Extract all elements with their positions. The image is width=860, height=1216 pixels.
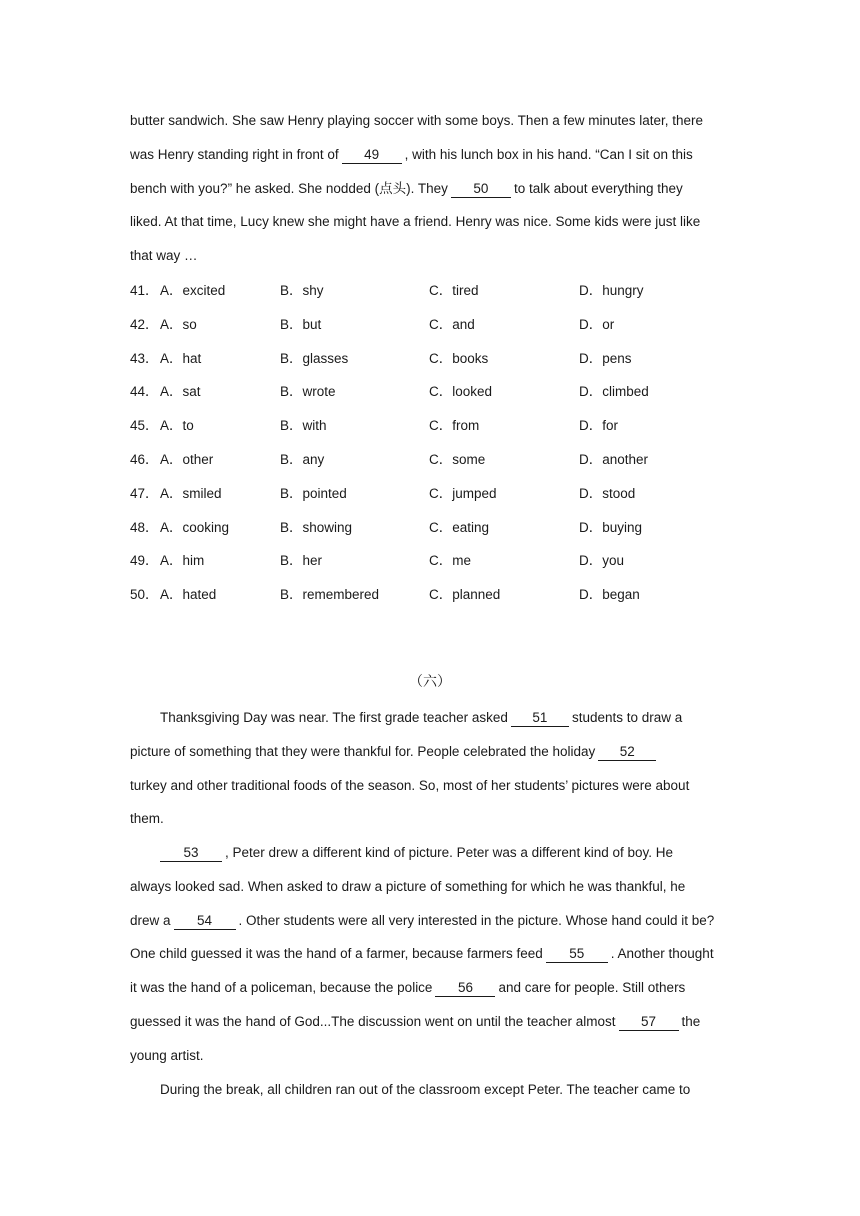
option-a[interactable]: A．so [160, 316, 197, 332]
passage-line: turkey and other traditional foods of the season. So, most of her students’ pictures were about [130, 777, 690, 793]
passage-line: them. [130, 811, 164, 827]
answer-blank-55[interactable]: 55 [546, 946, 608, 963]
option-d[interactable]: D．buying [579, 519, 643, 535]
option-row [130, 511, 730, 545]
option-row [130, 308, 730, 342]
passage-line: 53 , Peter drew a different kind of picture. Peter was a different kind of boy. He [130, 836, 740, 870]
section-title: （六） [409, 674, 451, 690]
option-d[interactable]: D．climbed [579, 384, 649, 400]
option-b[interactable]: B．wrote [280, 384, 336, 400]
option-row [130, 443, 730, 477]
option-d[interactable]: D．pens [579, 350, 632, 366]
option-d[interactable]: D．began [579, 587, 640, 603]
question-number: 43． [130, 350, 159, 366]
option-d[interactable]: D．or [579, 316, 615, 332]
passage-top [130, 104, 740, 273]
answer-blank-50[interactable]: 50 [451, 181, 511, 198]
option-b[interactable]: B．but [280, 316, 322, 332]
option-c[interactable]: C．and [429, 316, 475, 332]
option-a[interactable]: A．hat [160, 350, 202, 366]
option-c[interactable]: C．eating [429, 519, 490, 535]
answer-blank-53[interactable]: 53 [160, 845, 222, 862]
passage-six-paragraph-1 [130, 701, 740, 836]
passage-line: drew a 54 . Other students were all very interested in the picture. Whose hand could it be? [130, 912, 715, 928]
answer-blank-51[interactable]: 51 [511, 710, 569, 727]
option-a[interactable]: A．sat [160, 384, 201, 400]
answer-blank-56[interactable]: 56 [435, 980, 495, 997]
option-a[interactable]: A．hated [160, 587, 217, 603]
question-number: 46． [130, 451, 159, 467]
passage-line: that way … [130, 248, 198, 264]
question-number: 44． [130, 384, 159, 400]
passage-line: was Henry standing right in front of 49 , with his lunch box in his hand. “Can I sit on this [130, 146, 693, 162]
option-a[interactable]: A．him [160, 553, 205, 569]
answer-blank-49[interactable]: 49 [342, 147, 402, 164]
passage-line: it was the hand of a policeman, because the police 56 and care for people. Still others [130, 980, 686, 996]
option-c[interactable]: C．some [429, 451, 486, 467]
option-row [130, 544, 730, 578]
option-a[interactable]: A．other [160, 451, 214, 467]
option-d[interactable]: D．stood [579, 485, 636, 501]
option-a[interactable]: A．cooking [160, 519, 230, 535]
option-c[interactable]: C．tired [429, 283, 479, 298]
passage-line: young artist. [130, 1047, 204, 1063]
option-b[interactable]: B．any [280, 451, 325, 467]
question-number: 47． [130, 485, 159, 501]
answer-blank-54[interactable]: 54 [174, 913, 236, 930]
question-number: 49． [130, 553, 159, 569]
passage-line: During the break, all children ran out of the classroom except Peter. The teacher came to [160, 1082, 691, 1097]
option-c[interactable]: C．looked [429, 384, 493, 400]
passage-line: picture of something that they were thankful for. People celebrated the holiday 52 [130, 735, 740, 769]
option-b[interactable]: B．pointed [280, 485, 347, 501]
option-row [130, 578, 730, 612]
option-row [130, 409, 730, 443]
question-number: 48． [130, 519, 159, 535]
option-c[interactable]: C．me [429, 553, 472, 569]
passage-six-paragraph-2 [130, 836, 740, 1073]
option-c[interactable]: C．jumped [429, 485, 497, 501]
answer-blank-57[interactable]: 57 [619, 1014, 679, 1031]
option-c[interactable]: C．from [429, 418, 480, 434]
option-a[interactable]: A．to [160, 418, 194, 434]
option-row [130, 342, 730, 376]
passage-line: One child guessed it was the hand of a farmer, because farmers feed 55 . Another thought [130, 946, 714, 962]
option-row [130, 274, 730, 308]
passage-line: Thanksgiving Day was near. The first grade teacher asked 51 students to draw a [160, 710, 683, 725]
option-d[interactable]: D．for [579, 418, 619, 434]
question-number: 50． [130, 587, 159, 603]
answer-blank-52[interactable]: 52 [598, 744, 656, 761]
option-b[interactable]: B．shy [280, 283, 324, 298]
option-b[interactable]: B．glasses [280, 350, 349, 366]
option-c[interactable]: C．books [429, 350, 489, 366]
option-d[interactable]: D．you [579, 553, 625, 569]
question-number: 45． [130, 418, 159, 434]
option-d[interactable]: D．another [579, 451, 649, 467]
passage-line: always looked sad. When asked to draw a picture of something for which he was thankful, he [130, 878, 686, 894]
option-b[interactable]: B．her [280, 553, 323, 569]
option-c[interactable]: C．planned [429, 587, 501, 603]
option-b[interactable]: B．with [280, 418, 327, 434]
option-b[interactable]: B．remembered [280, 587, 380, 603]
option-a[interactable]: A．excited [160, 283, 226, 298]
option-a[interactable]: A．smiled [160, 485, 222, 501]
option-b[interactable]: B．showing [280, 519, 353, 535]
option-d[interactable]: D．hungry [579, 283, 644, 298]
passage-line: liked. At that time, Lucy knew she might have a friend. Henry was nice. Some kids were just like [130, 214, 701, 230]
option-row [130, 477, 730, 511]
passage-line: bench with you?” he asked. She nodded (点头). They 50 to talk about everything they [130, 180, 683, 196]
passage-line: butter sandwich. She saw Henry playing soccer with some boys. Then a few minutes later, there [130, 113, 704, 128]
passage-line: guessed it was the hand of God...The discussion went on until the teacher almost 57 the [130, 1013, 701, 1029]
option-row [130, 375, 730, 409]
question-number: 42． [130, 316, 159, 332]
answer-options [130, 274, 730, 612]
question-number: 41． [130, 283, 159, 298]
passage-six-paragraph-3 [130, 1073, 740, 1107]
